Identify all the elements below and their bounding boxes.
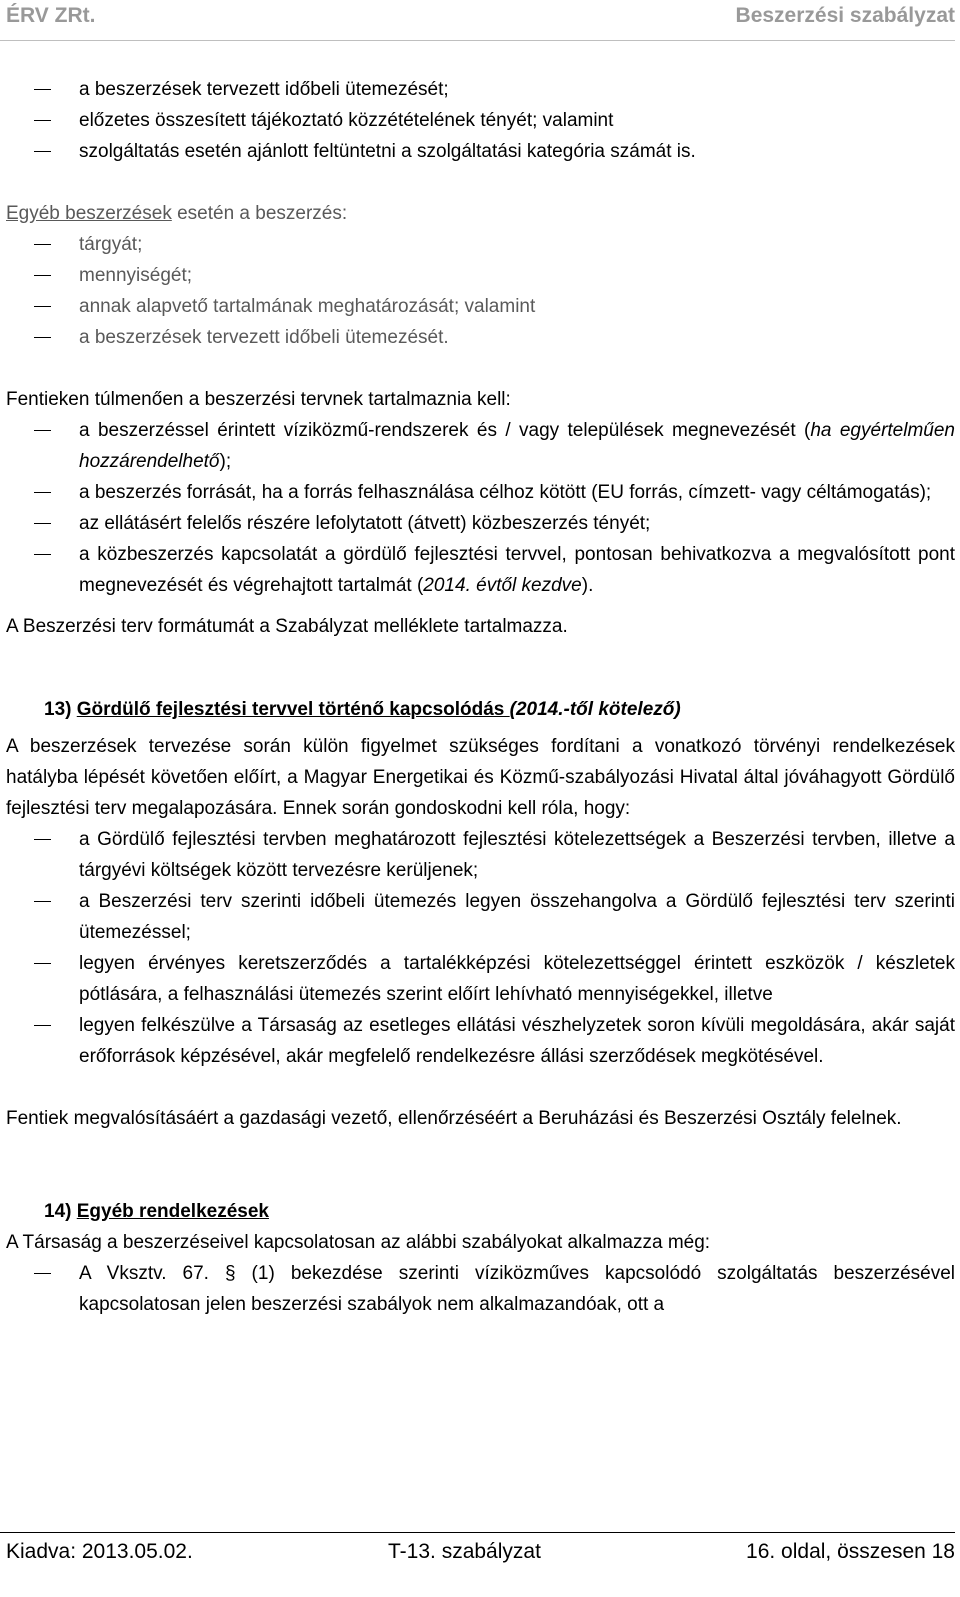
dash-bullet-icon <box>34 244 51 245</box>
header-company: ÉRV ZRt. <box>6 4 96 27</box>
dash-bullet-icon <box>34 89 51 90</box>
list-item: A Vksztv. 67. § (1) bekezdése szerinti víziközműves kapcsolódó szolgáltatás beszerzésével kapcsolatosan jelen beszerzési szabályok nem alkalmazandóak, ott a <box>6 1258 955 1320</box>
list-item: a beszerzések tervezett időbeli ütemezését; <box>6 74 955 105</box>
dash-bullet-icon <box>34 492 51 493</box>
list-item: legyen érvényes keretszerződés a tartalékképzési kötelezettséggel érintett eszközök / készletek pótlására, a felhasználási ütemezés szerint előírt lehívható mennyiségekkel, illetve <box>6 948 955 1010</box>
dash-bullet-icon <box>34 275 51 276</box>
format-note: A Beszerzési terv formátumát a Szabályzat melléklete tartalmazza. <box>6 616 568 637</box>
list-item: a Beszerzési terv szerinti időbeli ütemezés legyen összehangolva a Gördülő fejlesztési terv szerinti ütemezéssel; <box>6 886 955 948</box>
dash-bullet-icon <box>34 151 51 152</box>
dash-bullet-icon <box>34 306 51 307</box>
page-footer <box>0 1532 955 1597</box>
dash-bullet-icon <box>34 120 51 121</box>
other-purchases-intro: Egyéb beszerzések esetén a beszerzés: <box>6 203 348 224</box>
other-purchases-link[interactable]: Egyéb beszerzések <box>6 203 172 224</box>
dash-bullet-icon <box>34 1025 51 1026</box>
list-item: szolgáltatás esetén ajánlott feltüntetni a szolgáltatási kategória számát is. <box>6 136 955 167</box>
footer-document-id: T-13. szabályzat <box>388 1540 541 1563</box>
list-item: legyen felkészülve a Társaság az esetleges ellátási vészhelyzetek soron kívüli megoldására, akár saját erőforrások képzésével, akár megfelelő rendelkezésre állási szerződések megkötésével. <box>6 1010 955 1072</box>
dash-bullet-icon <box>34 1273 51 1274</box>
responsibility-paragraph: Fentiek megvalósításáért a gazdasági vezető, ellenőrzéséért a Beruházási és Beszerzési Osztály felelnek. <box>6 1108 902 1129</box>
section-13-paragraph: A beszerzések tervezése során külön figyelmet szükséges fordítani a vonatkozó törvényi rendelkezések hatályba lépését követően előírt, a Magyar Energetikai és Közmű-szabályozási Hivatal által jóváhagyott Gördülő fejlesztési terv megalapozására. Ennek során gondoskodni kell róla, hogy: <box>6 736 955 819</box>
list-item: a Gördülő fejlesztési tervben meghatározott fejlesztési kötelezettségek a Beszerzési tervben, illetve a tárgyévi költségek között tervezésre kerüljenek; <box>6 824 955 886</box>
dash-bullet-icon <box>34 554 51 555</box>
dash-bullet-icon <box>34 523 51 524</box>
dash-bullet-icon <box>34 337 51 338</box>
dash-bullet-icon <box>34 963 51 964</box>
document-body <box>6 74 955 1320</box>
header-title: Beszerzési szabályzat <box>735 4 955 27</box>
list-item: a beszerzéssel érintett víziközmű-rendszerek és / vagy települések megnevezését (ha egyértelműen hozzárendelhető); <box>6 415 955 477</box>
footer-page-number: 16. oldal, összesen 18 <box>746 1540 955 1563</box>
dash-bullet-icon <box>34 430 51 431</box>
section-14-heading: 14) Egyéb rendelkezések <box>44 1201 269 1222</box>
list-item: a beszerzés forrását, ha a forrás felhasználása célhoz kötött (EU forrás, címzett- vagy céltámogatás); <box>6 477 955 508</box>
section-14-paragraph: A Társaság a beszerzéseivel kapcsolatosan az alábbi szabályokat alkalmazza még: <box>6 1232 711 1253</box>
page-header <box>0 4 955 34</box>
dash-bullet-icon <box>34 839 51 840</box>
footer-issue-date: Kiadva: 2013.05.02. <box>6 1540 193 1563</box>
list-item: az ellátásért felelős részére lefolytatott (átvett) közbeszerzés tényét; <box>6 508 955 539</box>
list-item: előzetes összesített tájékoztató közzétételének tényét; valamint <box>6 105 955 136</box>
section-13-heading: 13) Gördülő fejlesztési tervvel történő kapcsolódás (2014.-től kötelező) <box>44 699 681 720</box>
footer-rule <box>0 1532 955 1533</box>
list-item: a közbeszerzés kapcsolatát a gördülő fejlesztési tervvel, pontosan behivatkozva a megvalósított pont megnevezését és végrehajtott tartalmát (2014. évtől kezdve). <box>6 539 955 601</box>
further-requirements-intro: Fentieken túlmenően a beszerzési tervnek tartalmaznia kell: <box>6 389 511 410</box>
header-rule <box>0 40 955 41</box>
dash-bullet-icon <box>34 901 51 902</box>
list-item: a beszerzések tervezett időbeli ütemezését. <box>6 322 955 353</box>
list-item: tárgyát; <box>6 229 955 260</box>
list-item: annak alapvető tartalmának meghatározását; valamint <box>6 291 955 322</box>
list-item: mennyiségét; <box>6 260 955 291</box>
